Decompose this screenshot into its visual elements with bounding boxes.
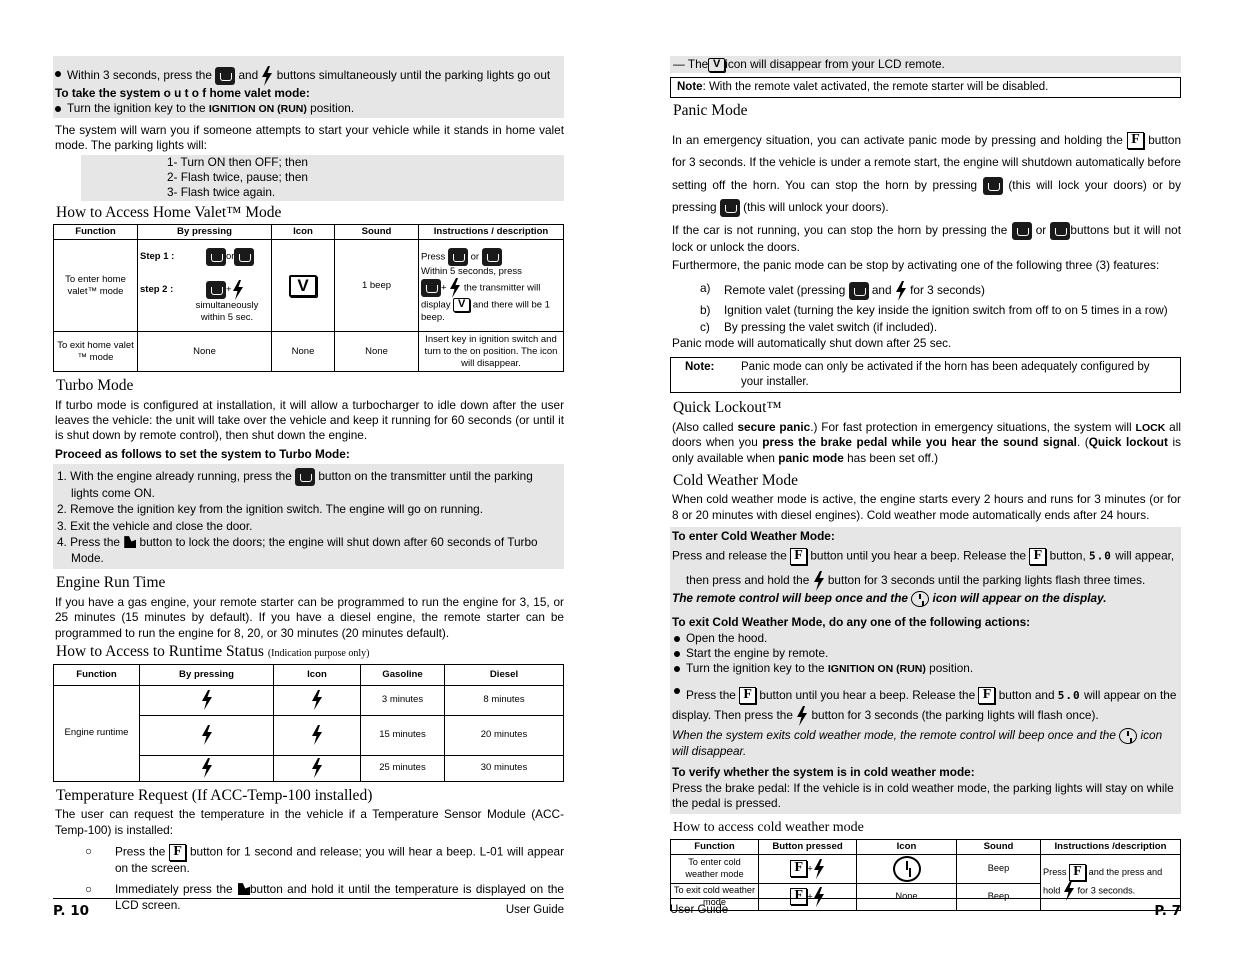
lock-button-icon [1012,222,1032,240]
f-button-icon [739,687,756,704]
cell-function: To exit cold weather mode [671,883,759,910]
valet-v-icon [453,298,470,312]
col-header: By pressing [138,225,272,240]
panic-paragraph-3: Furthermore, the panic mode can be stop by activating one of the following three (3) features: [672,257,1160,272]
lock-button-icon [421,279,441,297]
col-header: Instructions /description [1041,839,1181,854]
cold-weather-box [670,527,1181,814]
list-item: Open the hood. [672,631,1179,646]
cell-diesel: 8 minutes [445,685,564,715]
bolt-icon [232,280,244,300]
cell-pressing: F+ [759,854,857,883]
bolt-icon [813,571,825,591]
warn-paragraph: The system will warn you if someone attempts to start your vehicle while it stands in home valet mode. The parking lights will: [55,122,564,153]
heading-temperature: Temperature Request (If ACC-Temp-100 installed) [56,786,373,804]
bolt-icon [201,725,213,745]
lock-button-icon [448,248,468,266]
cold-exit-heading: To exit Cold Weather Mode, do any one of the following actions: [672,615,1031,630]
valet-icon-note: — TheV icon will disappear from your LCD remote. [670,56,1181,73]
cell-function: To enter cold weather mode [671,854,759,883]
valet-v-icon [289,275,317,297]
cold-enter-beep: The remote control will beep once and the icon will appear on the display. [672,591,1107,606]
unlock-button-icon [849,282,869,300]
warn-step: 3- Flash twice again. [167,185,276,200]
cell-sound: None [335,332,419,372]
list-item: b) Ignition valet (turning the key inside the ignition switch from off to on 5 times in a row) [700,303,1168,318]
cell-gasoline: 25 minutes [361,755,445,781]
cell-function: Engine runtime [54,685,140,781]
lcd-segment-display: 5.0 [1089,550,1112,564]
page-number: P. 7 [1154,903,1181,919]
unlock-button-icon [234,248,254,266]
col-header: Diesel [445,664,564,685]
cell-pressing: F+ [759,883,857,910]
list-item: a) Remote valet (pressing and for 3 seconds) [700,281,1181,301]
cell-function: To exit home valet ™ mode [54,332,138,372]
cold-exit-italic: When the system exits cold weather mode, the remote control will beep once and the icon will disappear. [672,727,1163,758]
cell-icon [857,854,957,883]
col-header: Function [54,664,140,685]
f-button-icon [978,687,995,704]
f-button-icon [790,548,807,565]
heading-turbo: Turbo Mode [56,377,134,395]
col-header: Sound [957,839,1041,854]
clock-24h-icon [1119,728,1137,744]
cell-icon [274,715,361,755]
cold-enter-line-2: then press and hold the button for 3 seconds until the parking lights flash three times. [672,571,1179,591]
table-row [54,685,564,715]
intro-bullet-1: Within 3 seconds, press the and buttons simultaneously until the parking lights go out [53,66,564,86]
home-valet-intro [53,56,564,118]
valet-v-icon [708,58,725,72]
turbo-step: 4. Press the button to lock the doors; the engine will shut down after 60 seconds of Turbo Mode. [57,535,538,566]
note-panic-horn: Note: Panic mode can only be activated if the horn has been adequately configured by your installer. [670,357,1181,393]
turbo-paragraph: If turbo mode is configured at installation, it will allow a turbocharger to idle down after the user leaves the vehicle: the unit will take over the vehicle and keep it running for 60 seconds (or until it is shut down by remote control), then shut down the engine. [55,397,564,443]
cell-icon [272,240,335,332]
col-header: Button pressed [759,839,857,854]
lcd-segment-display: 5.0 [1057,689,1081,703]
cell-instructions: Press or Within 5 seconds, press + the transmitter will display V and there will be 1 beep. [419,240,564,332]
heading-access-cold: How to access cold weather mode [673,820,864,836]
cell-instructions: Press F and the press and hold for 3 seconds. [1041,854,1181,910]
cell-diesel: 30 minutes [445,755,564,781]
cell-icon: None [272,332,335,372]
exit-valet-heading: To take the system o u t o f home valet mode: [55,86,310,100]
bolt-icon [201,690,213,710]
clock-24h-icon [911,591,929,607]
bolt-icon [311,690,323,710]
panic-features [700,281,1181,336]
cell-instructions: Insert key in ignition switch and turn to the on position. The icon will disappear. [419,332,564,372]
unlock-button-icon [1050,222,1070,240]
bolt-icon [311,758,323,778]
lock-button-icon [983,177,1003,195]
col-header: Function [671,839,759,854]
warn-step: 1- Turn ON then OFF; then [167,154,308,169]
cold-enter-line-1: Press and release the F button until you hear a beep. Release the F button, 5.0 will appear, [672,548,1179,565]
turbo-proceed: Proceed as follows to set the system to Turbo Mode: [55,446,350,461]
lock-button-icon [215,67,235,85]
bolt-icon [895,281,907,301]
f-button-icon [1029,548,1046,565]
engine-paragraph: If you have a gas engine, your remote starter can be programmed to run the engine for 3, 15, or 25 minutes (15 minutes by default). If you have a diesel engine, the remote starter can be programmed to run the engine for 8, 20, or 30 minutes (20 minutes default). [55,595,564,640]
bolt-icon [813,859,825,879]
cell-sound: Beep [957,854,1041,883]
lockout-paragraph: (Also called secure panic.) For fast protection in emergency situations, the system will LOCK all doors when you press the brake pedal while you hear the sound signal. (Quick lockout is only available when panic mode has been set off.) [672,419,1181,465]
table-row [671,854,1181,883]
lock-button-icon [295,468,315,486]
col-header: Instructions / description [419,225,564,240]
col-header: By pressing [140,664,274,685]
list-item: Turn the ignition key to the IGNITION ON (RUN) position. [672,661,1179,677]
cell-icon: None [857,883,957,910]
cell-pressing [140,685,274,715]
bolt-icon [449,278,461,298]
temp-paragraph: The user can request the temperature in the vehicle if a Temperature Sensor Module (ACC-Temp-100) is installed: [55,807,564,837]
cold-exit-list [672,631,1179,708]
cell-diesel: 20 minutes [445,715,564,755]
cell-sound: Beep [957,883,1041,910]
f-button-icon [169,844,186,861]
cell-gasoline: 3 minutes [361,685,445,715]
heading-cold-weather: Cold Weather Mode [673,471,799,489]
unlock-button-icon [720,199,740,217]
right-page [670,56,1182,919]
note-remote-valet: Note: With the remote valet activated, the remote starter will be disabled. [670,77,1181,98]
intro-bullet-2: Turn the ignition key to the IGNITION ON (RUN) position. [53,101,564,117]
f-button-icon [1069,864,1086,881]
col-header: Function [54,225,138,240]
panic-paragraph-1: In an emergency situation, you can activate panic mode by pressing and holding the F button for 3 seconds. If the vehicle is under a remote start, the engine will shutdown automatically before setting off the horn. You can stop the horn by pressing (this will lock your doors) or by pressing (this will unlock your doors). [672,129,1181,219]
cold-paragraph: When cold weather mode is active, the engine starts every 2 hours and runs for 3 minutes (or for 8 or 20 minutes with diesel engines). Cold weather mode automatically ends after 24 hours. [672,492,1181,522]
bolt-icon [201,758,213,778]
cell-icon [274,685,361,715]
bolt-icon [796,706,808,726]
footer-title: User Guide [670,904,729,916]
cell-gasoline: 15 minutes [361,715,445,755]
col-header: Sound [335,225,419,240]
bolt-icon [311,725,323,745]
page-number: P. 10 [53,903,90,919]
col-header: Icon [272,225,335,240]
cold-exit-line-2: display. Then press the button for 3 seconds (the parking lights will flash once). [672,706,1179,726]
warn-steps [81,155,564,201]
f-button-icon [790,860,807,877]
unlock-button-icon [482,248,502,266]
turbo-step: 1. With the engine already running, press the button on the transmitter until the parking lights come ON. [57,469,533,501]
cold-verify-text: Press the brake pedal: If the vehicle is in cold weather mode, the parking lights will stay on while the pedal is pressed. [672,780,1174,810]
list-item: ○ Press the F button for 1 second and release; you will hear a beep. L-01 will appear on the screen. [85,844,564,876]
turbo-step: 3. Exit the vehicle and close the door. [57,518,253,533]
cell-icon [274,755,361,781]
cold-enter-heading: To enter Cold Weather Mode: [672,529,835,544]
heading-quick-lockout: Quick Lockout™ [673,399,782,416]
lock-button-icon [206,281,226,299]
col-header: Icon [274,664,361,685]
col-header: Icon [857,839,957,854]
panic-paragraph-2: If the car is not running, you can stop the horn by pressing the or buttons but it will not lock or unlock the doors. [672,223,1181,255]
cell-pressing: Step 1 : or step 2 : + simultaneously within 5 sec. [138,240,272,332]
heading-engine-run-time: Engine Run Time [56,574,166,592]
heading-home-valet: How to Access Home Valet™ Mode [56,203,282,221]
list-item: ○ Immediately press the button and hold it until the temperature is displayed on the LCD screen. [85,882,564,913]
heading-panic: Panic Mode [673,102,748,120]
runtime-table [53,664,564,782]
home-valet-table [53,224,564,372]
list-item: c) By pressing the valet switch (if included). [700,320,938,335]
col-header: Gasoline [361,664,445,685]
clock-24h-icon [893,856,921,882]
cold-verify-heading: To verify whether the system is in cold weather mode: [672,765,975,780]
left-page [53,56,565,919]
turbo-steps [53,464,564,569]
list-item: Press the F button until you hear a beep. Release the F button and 5.0 will appear on the [672,683,1179,708]
panic-auto-shutdown: Panic mode will automatically shut down after 25 sec. [672,335,952,350]
bolt-icon [261,66,273,86]
valet-hand-icon [123,535,136,551]
lock-button-icon [206,248,226,266]
cell-pressing: None [138,332,272,372]
cell-pressing [140,715,274,755]
valet-hand-icon [237,882,250,898]
turbo-step: 2. Remove the ignition key from the ignition switch. The engine will go on running. [57,502,484,517]
right-footer [670,898,1181,921]
footer-title: User Guide [505,904,564,916]
cell-pressing [140,755,274,781]
f-button-icon [1127,132,1144,149]
warn-step: 2- Flash twice, pause; then [167,169,308,184]
cell-sound: 1 beep [335,240,419,332]
left-footer [53,898,564,921]
list-item: Start the engine by remote. [672,646,1179,661]
cell-function: To enter home valet™ mode [54,240,138,332]
heading-runtime-status: How to Access to Runtime Status (Indication purpose only) [56,642,370,660]
